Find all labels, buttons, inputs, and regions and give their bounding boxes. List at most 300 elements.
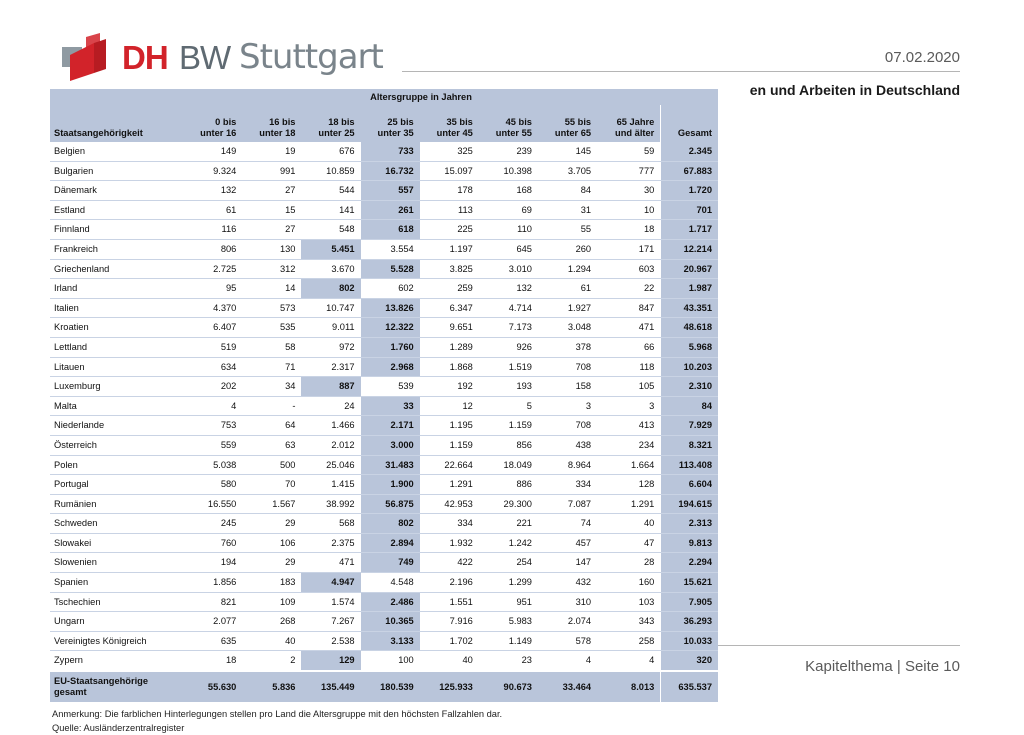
value-cell: 760: [183, 533, 242, 553]
value-cell: 6.407: [183, 318, 242, 338]
value-cell: 676: [301, 142, 360, 161]
value-cell: 171: [597, 239, 661, 259]
value-cell: 40: [242, 631, 301, 651]
value-cell: 25.046: [301, 455, 360, 475]
total-cell: 7.929: [661, 416, 718, 436]
country-cell: Luxemburg: [50, 377, 183, 397]
value-cell: 9.324: [183, 161, 242, 181]
value-cell: 886: [479, 475, 538, 495]
country-cell: Malta: [50, 396, 183, 416]
value-cell: 580: [183, 475, 242, 495]
country-cell: Schweden: [50, 514, 183, 534]
value-cell: 106: [242, 533, 301, 553]
value-cell: 168: [479, 181, 538, 201]
value-cell: 42.953: [420, 494, 479, 514]
slide-footer: [805, 658, 960, 675]
country-cell: Lettland: [50, 337, 183, 357]
value-cell: 147: [538, 553, 597, 573]
highlighted-value-cell: 16.732: [361, 161, 420, 181]
country-cell: Österreich: [50, 435, 183, 455]
value-cell: 2.317: [301, 357, 360, 377]
table-note: [50, 707, 718, 735]
value-cell: 116: [183, 220, 242, 240]
logo-text-city: Stuttgart: [239, 37, 383, 77]
country-cell: Spanien: [50, 573, 183, 593]
eu-grand-total: 635.537: [661, 671, 718, 702]
column-header-age: 16 bis unter 18: [242, 105, 301, 142]
value-cell: 254: [479, 553, 538, 573]
value-cell: 132: [183, 181, 242, 201]
column-header-country: Staatsangehörigkeit: [50, 105, 183, 142]
value-cell: 7.267: [301, 612, 360, 632]
dhbw-logo-icon: [62, 33, 118, 83]
country-cell: Belgien: [50, 142, 183, 161]
footer-divider: [718, 645, 960, 646]
country-cell: Griechenland: [50, 259, 183, 279]
value-cell: 3: [538, 396, 597, 416]
value-cell: 343: [597, 612, 661, 632]
source-text: Quelle: Ausländerzentralregister: [52, 723, 185, 734]
highlighted-value-cell: 3.000: [361, 435, 420, 455]
value-cell: 603: [597, 259, 661, 279]
table-row: [50, 396, 718, 416]
value-cell: 160: [597, 573, 661, 593]
total-cell: 9.813: [661, 533, 718, 553]
table-row: [50, 298, 718, 318]
value-cell: 1.197: [420, 239, 479, 259]
value-cell: 10: [597, 200, 661, 220]
note-text: Anmerkung: Die farblichen Hinterlegungen stellen pro Land die Altersgruppe mit den höchsten Fallzahlen dar.: [52, 709, 503, 720]
value-cell: 3.554: [361, 239, 420, 259]
highlighted-value-cell: 33: [361, 396, 420, 416]
total-cell: 48.618: [661, 318, 718, 338]
total-cell: 36.293: [661, 612, 718, 632]
value-cell: 16.550: [183, 494, 242, 514]
value-cell: 1.574: [301, 592, 360, 612]
value-cell: 113: [420, 200, 479, 220]
value-cell: 10.859: [301, 161, 360, 181]
table-row: [50, 416, 718, 436]
value-cell: 40: [597, 514, 661, 534]
value-cell: 1.415: [301, 475, 360, 495]
value-cell: 5.038: [183, 455, 242, 475]
eu-total-value: 135.449: [301, 671, 360, 702]
value-cell: 110: [479, 220, 538, 240]
value-cell: 30: [597, 181, 661, 201]
country-cell: Zypern: [50, 651, 183, 671]
value-cell: 548: [301, 220, 360, 240]
value-cell: 7.173: [479, 318, 538, 338]
value-cell: 14: [242, 279, 301, 299]
value-cell: 105: [597, 377, 661, 397]
value-cell: 926: [479, 337, 538, 357]
value-cell: 991: [242, 161, 301, 181]
value-cell: 1.466: [301, 416, 360, 436]
value-cell: 234: [597, 435, 661, 455]
eu-total-label: EU-Staatsangehörige gesamt: [50, 671, 183, 702]
value-cell: 635: [183, 631, 242, 651]
value-cell: 118: [597, 357, 661, 377]
value-cell: 130: [242, 239, 301, 259]
value-cell: 28: [597, 553, 661, 573]
eu-total-value: 33.464: [538, 671, 597, 702]
table-row: [50, 631, 718, 651]
value-cell: 573: [242, 298, 301, 318]
value-cell: 1.159: [479, 416, 538, 436]
value-cell: 3.670: [301, 259, 360, 279]
value-cell: 1.242: [479, 533, 538, 553]
table-row: [50, 200, 718, 220]
eu-total-value: 8.013: [597, 671, 661, 702]
value-cell: 84: [538, 181, 597, 201]
value-cell: 221: [479, 514, 538, 534]
country-cell: Bulgarien: [50, 161, 183, 181]
value-cell: 4: [597, 651, 661, 671]
dhbw-logo: [62, 33, 382, 83]
column-header-age: 55 bis unter 65: [538, 105, 597, 142]
country-cell: Slowenien: [50, 553, 183, 573]
value-cell: 59: [597, 142, 661, 161]
total-cell: 2.313: [661, 514, 718, 534]
value-cell: 2.538: [301, 631, 360, 651]
total-cell: 194.615: [661, 494, 718, 514]
value-cell: 1.856: [183, 573, 242, 593]
table-row: [50, 475, 718, 495]
value-cell: 422: [420, 553, 479, 573]
highlighted-value-cell: 2.894: [361, 533, 420, 553]
value-cell: 1.927: [538, 298, 597, 318]
total-cell: 2.294: [661, 553, 718, 573]
value-cell: 1.294: [538, 259, 597, 279]
highlighted-value-cell: 10.365: [361, 612, 420, 632]
value-cell: 22.664: [420, 455, 479, 475]
country-cell: Slowakei: [50, 533, 183, 553]
value-cell: 500: [242, 455, 301, 475]
total-cell: 15.621: [661, 573, 718, 593]
value-cell: -: [242, 396, 301, 416]
country-cell: Finnland: [50, 220, 183, 240]
value-cell: 951: [479, 592, 538, 612]
value-cell: 9.011: [301, 318, 360, 338]
value-cell: 74: [538, 514, 597, 534]
value-cell: 1.551: [420, 592, 479, 612]
total-cell: 7.905: [661, 592, 718, 612]
value-cell: 806: [183, 239, 242, 259]
value-cell: 34: [242, 377, 301, 397]
highlighted-value-cell: 56.875: [361, 494, 420, 514]
highlighted-value-cell: 802: [301, 279, 360, 299]
eu-total-value: 125.933: [420, 671, 479, 702]
slide-date: 07.02.2020: [884, 49, 960, 66]
value-cell: 38.992: [301, 494, 360, 514]
value-cell: 5: [479, 396, 538, 416]
total-cell: 113.408: [661, 455, 718, 475]
value-cell: 109: [242, 592, 301, 612]
value-cell: 225: [420, 220, 479, 240]
country-cell: Kroatien: [50, 318, 183, 338]
highlighted-value-cell: 1.760: [361, 337, 420, 357]
total-cell: 6.604: [661, 475, 718, 495]
country-cell: Ungarn: [50, 612, 183, 632]
highlighted-value-cell: 749: [361, 553, 420, 573]
table-row: [50, 377, 718, 397]
value-cell: 194: [183, 553, 242, 573]
slide-subtitle: en und Arbeiten in Deutschland: [749, 82, 960, 98]
total-cell: 320: [661, 651, 718, 671]
value-cell: 5.983: [479, 612, 538, 632]
value-cell: 31: [538, 200, 597, 220]
country-cell: Rumänien: [50, 494, 183, 514]
value-cell: 24: [301, 396, 360, 416]
eu-citizens-age-table: [50, 89, 718, 702]
value-cell: 183: [242, 573, 301, 593]
value-cell: 71: [242, 357, 301, 377]
value-cell: 10.747: [301, 298, 360, 318]
header-divider: [402, 71, 960, 72]
logo-text-dh: DH: [122, 39, 168, 76]
value-cell: 2.074: [538, 612, 597, 632]
value-cell: 268: [242, 612, 301, 632]
country-cell: Portugal: [50, 475, 183, 495]
value-cell: 103: [597, 592, 661, 612]
table-row: [50, 337, 718, 357]
value-cell: 61: [183, 200, 242, 220]
table-row: [50, 494, 718, 514]
country-cell: Niederlande: [50, 416, 183, 436]
value-cell: 334: [538, 475, 597, 495]
total-cell: 12.214: [661, 239, 718, 259]
value-cell: 777: [597, 161, 661, 181]
total-cell: 1.987: [661, 279, 718, 299]
value-cell: 158: [538, 377, 597, 397]
value-cell: 4.714: [479, 298, 538, 318]
value-cell: 7.087: [538, 494, 597, 514]
total-cell: 2.345: [661, 142, 718, 161]
value-cell: 258: [597, 631, 661, 651]
highlighted-value-cell: 733: [361, 142, 420, 161]
table-row: [50, 533, 718, 553]
value-cell: 3.048: [538, 318, 597, 338]
total-cell: 701: [661, 200, 718, 220]
value-cell: 29.300: [479, 494, 538, 514]
value-cell: 645: [479, 239, 538, 259]
value-cell: 4.370: [183, 298, 242, 318]
value-cell: 61: [538, 279, 597, 299]
value-cell: 27: [242, 220, 301, 240]
value-cell: 40: [420, 651, 479, 671]
value-cell: 3: [597, 396, 661, 416]
value-cell: 325: [420, 142, 479, 161]
country-cell: Vereinigtes Königreich: [50, 631, 183, 651]
value-cell: 4: [538, 651, 597, 671]
country-cell: Estland: [50, 200, 183, 220]
value-cell: 310: [538, 592, 597, 612]
value-cell: 63: [242, 435, 301, 455]
value-cell: 10.398: [479, 161, 538, 181]
value-cell: 559: [183, 435, 242, 455]
value-cell: 100: [361, 651, 420, 671]
total-cell: 43.351: [661, 298, 718, 318]
highlighted-value-cell: 1.900: [361, 475, 420, 495]
value-cell: 19: [242, 142, 301, 161]
value-cell: 202: [183, 377, 242, 397]
value-cell: 457: [538, 533, 597, 553]
country-cell: Polen: [50, 455, 183, 475]
value-cell: 29: [242, 514, 301, 534]
column-header-age: 35 bis unter 45: [420, 105, 479, 142]
total-cell: 5.968: [661, 337, 718, 357]
country-cell: Irland: [50, 279, 183, 299]
value-cell: 1.932: [420, 533, 479, 553]
value-cell: 602: [361, 279, 420, 299]
value-cell: 141: [301, 200, 360, 220]
highlighted-value-cell: 2.968: [361, 357, 420, 377]
value-cell: 22: [597, 279, 661, 299]
value-cell: 1.159: [420, 435, 479, 455]
value-cell: 413: [597, 416, 661, 436]
country-cell: Frankreich: [50, 239, 183, 259]
value-cell: 58: [242, 337, 301, 357]
column-header-age: 45 bis unter 55: [479, 105, 538, 142]
value-cell: 432: [538, 573, 597, 593]
table-row: [50, 318, 718, 338]
chapter-label: Kapitelthema |: [805, 658, 901, 675]
value-cell: 1.567: [242, 494, 301, 514]
table-row: [50, 455, 718, 475]
total-cell: 1.717: [661, 220, 718, 240]
value-cell: 149: [183, 142, 242, 161]
value-cell: 69: [479, 200, 538, 220]
country-cell: Dänemark: [50, 181, 183, 201]
data-table-image: [50, 89, 718, 735]
value-cell: 821: [183, 592, 242, 612]
value-cell: 1.195: [420, 416, 479, 436]
value-cell: 2: [242, 651, 301, 671]
value-cell: 3.010: [479, 259, 538, 279]
value-cell: 18: [597, 220, 661, 240]
value-cell: 753: [183, 416, 242, 436]
table-row: [50, 239, 718, 259]
highlighted-value-cell: 129: [301, 651, 360, 671]
value-cell: 519: [183, 337, 242, 357]
highlighted-value-cell: 13.826: [361, 298, 420, 318]
value-cell: 3.705: [538, 161, 597, 181]
value-cell: 2.196: [420, 573, 479, 593]
value-cell: 708: [538, 416, 597, 436]
value-cell: 6.347: [420, 298, 479, 318]
value-cell: 378: [538, 337, 597, 357]
header-blank-total: [661, 89, 718, 105]
total-cell: 1.720: [661, 181, 718, 201]
highlighted-value-cell: 12.322: [361, 318, 420, 338]
value-cell: 27: [242, 181, 301, 201]
value-cell: 578: [538, 631, 597, 651]
table-row: [50, 612, 718, 632]
value-cell: 178: [420, 181, 479, 201]
column-header-age: 0 bis unter 16: [183, 105, 242, 142]
value-cell: 8.964: [538, 455, 597, 475]
value-cell: 7.916: [420, 612, 479, 632]
value-cell: 4.548: [361, 573, 420, 593]
logo-text-bw: BW: [179, 39, 231, 76]
value-cell: 64: [242, 416, 301, 436]
table-row: [50, 573, 718, 593]
value-cell: 2.012: [301, 435, 360, 455]
column-header-age: 25 bis unter 35: [361, 105, 420, 142]
value-cell: 539: [361, 377, 420, 397]
value-cell: 12: [420, 396, 479, 416]
total-cell: 10.033: [661, 631, 718, 651]
age-group-header: Altersgruppe in Jahren: [183, 89, 661, 105]
value-cell: 568: [301, 514, 360, 534]
value-cell: 66: [597, 337, 661, 357]
highlighted-value-cell: 2.486: [361, 592, 420, 612]
value-cell: 1.664: [597, 455, 661, 475]
total-cell: 67.883: [661, 161, 718, 181]
header-blank: [50, 89, 183, 105]
table-row: [50, 435, 718, 455]
value-cell: 18: [183, 651, 242, 671]
highlighted-value-cell: 2.171: [361, 416, 420, 436]
table-row: [50, 514, 718, 534]
value-cell: 9.651: [420, 318, 479, 338]
page-number: Seite 10: [904, 658, 960, 675]
country-cell: Italien: [50, 298, 183, 318]
value-cell: 145: [538, 142, 597, 161]
eu-total-row: [50, 671, 718, 702]
value-cell: 47: [597, 533, 661, 553]
value-cell: 1.291: [597, 494, 661, 514]
value-cell: 334: [420, 514, 479, 534]
value-cell: 1.289: [420, 337, 479, 357]
value-cell: 4: [183, 396, 242, 416]
highlighted-value-cell: 4.947: [301, 573, 360, 593]
total-cell: 10.203: [661, 357, 718, 377]
value-cell: 70: [242, 475, 301, 495]
eu-total-value: 5.836: [242, 671, 301, 702]
total-cell: 84: [661, 396, 718, 416]
value-cell: 1.868: [420, 357, 479, 377]
table-row: [50, 142, 718, 161]
table-row: [50, 181, 718, 201]
value-cell: 128: [597, 475, 661, 495]
value-cell: 1.299: [479, 573, 538, 593]
column-header-total: Gesamt: [661, 105, 718, 142]
table-row: [50, 279, 718, 299]
value-cell: 535: [242, 318, 301, 338]
highlighted-value-cell: 5.528: [361, 259, 420, 279]
highlighted-value-cell: 5.451: [301, 239, 360, 259]
highlighted-value-cell: 887: [301, 377, 360, 397]
highlighted-value-cell: 31.483: [361, 455, 420, 475]
value-cell: 29: [242, 553, 301, 573]
highlighted-value-cell: 3.133: [361, 631, 420, 651]
value-cell: 95: [183, 279, 242, 299]
value-cell: 23: [479, 651, 538, 671]
table-row: [50, 259, 718, 279]
value-cell: 2.077: [183, 612, 242, 632]
highlighted-value-cell: 618: [361, 220, 420, 240]
value-cell: 972: [301, 337, 360, 357]
value-cell: 544: [301, 181, 360, 201]
value-cell: 708: [538, 357, 597, 377]
table-row: [50, 357, 718, 377]
value-cell: 239: [479, 142, 538, 161]
value-cell: 847: [597, 298, 661, 318]
value-cell: 3.825: [420, 259, 479, 279]
country-cell: Litauen: [50, 357, 183, 377]
highlighted-value-cell: 802: [361, 514, 420, 534]
